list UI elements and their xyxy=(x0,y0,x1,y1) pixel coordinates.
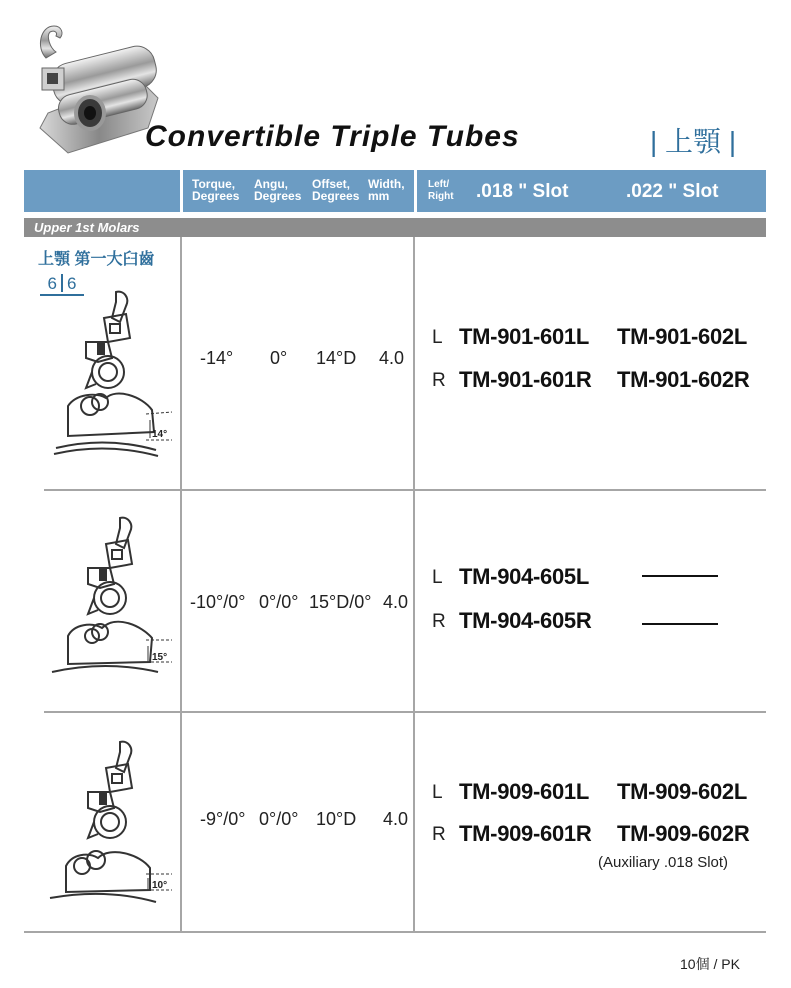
tooth-number: 6 6 xyxy=(40,274,84,296)
width-value: 4.0 xyxy=(383,592,409,612)
part-number: TM-901-602L xyxy=(617,324,747,349)
col-torque: Torque, Degrees xyxy=(192,177,240,203)
section-bar xyxy=(24,218,766,237)
angu-value: 0°/0° xyxy=(259,592,299,612)
col-offset: Offset, Degrees xyxy=(312,177,360,203)
molar-label: 上顎 第一大臼齒 xyxy=(38,251,155,268)
grid-line xyxy=(413,237,415,933)
auxiliary-note: (Auxiliary .018 Slot) xyxy=(598,854,729,871)
col-side: Left/ Right xyxy=(428,179,454,202)
angu-value: 0° xyxy=(270,348,288,368)
page-title: Convertible Triple Tubes xyxy=(145,120,520,153)
not-available-dash xyxy=(642,575,718,577)
torque-value: -14° xyxy=(200,348,234,368)
width-value: 4.0 xyxy=(379,348,405,368)
not-available-dash xyxy=(642,623,718,625)
part-number: TM-909-601L xyxy=(459,779,589,804)
grid-line xyxy=(180,237,182,933)
width-value: 4.0 xyxy=(383,809,409,829)
part-number: TM-901-602R xyxy=(617,367,750,392)
row-divider xyxy=(44,489,766,491)
part-number: TM-909-601R xyxy=(459,821,592,846)
col-width: Width, mm xyxy=(368,177,405,203)
part-number: TM-904-605R xyxy=(459,608,592,633)
tube-diagram-row1 xyxy=(46,288,176,460)
row-divider xyxy=(44,711,766,713)
diagram-angle-label: 10° xyxy=(152,880,168,891)
tube-diagram-row3 xyxy=(46,738,176,906)
section-name: Upper 1st Molars xyxy=(34,220,140,235)
left-label: L xyxy=(432,327,443,348)
part-number: TM-909-602R xyxy=(617,821,750,846)
col-slot-018: .018 " Slot xyxy=(476,181,569,202)
right-label: R xyxy=(432,370,446,391)
table-bottom-line xyxy=(24,931,766,933)
offset-value: 10°D xyxy=(316,809,357,829)
tube-diagram-row2 xyxy=(46,514,176,676)
diagram-angle-label: 14° xyxy=(152,429,168,440)
part-number: TM-904-605L xyxy=(459,564,589,589)
right-label: R xyxy=(432,824,446,845)
col-angu: Angu, Degrees xyxy=(254,177,302,203)
column-header-bar xyxy=(24,170,766,212)
left-label: L xyxy=(432,782,443,803)
torque-value: -9°/0° xyxy=(200,809,246,829)
part-number: TM-901-601R xyxy=(459,367,592,392)
jaw-label: | 上顎 | xyxy=(650,126,737,157)
right-label: R xyxy=(432,611,446,632)
diagram-angle-label: 15° xyxy=(152,652,168,663)
part-number: TM-909-602L xyxy=(617,779,747,804)
col-slot-022: .022 " Slot xyxy=(626,181,719,202)
offset-value: 14°D xyxy=(316,348,357,368)
package-quantity: 10個 / PK xyxy=(680,956,740,972)
part-number: TM-901-601L xyxy=(459,324,589,349)
torque-value: -10°/0° xyxy=(190,592,246,612)
angu-value: 0°/0° xyxy=(259,809,299,829)
offset-value: 15°D/0° xyxy=(309,592,372,612)
left-label: L xyxy=(432,567,443,588)
